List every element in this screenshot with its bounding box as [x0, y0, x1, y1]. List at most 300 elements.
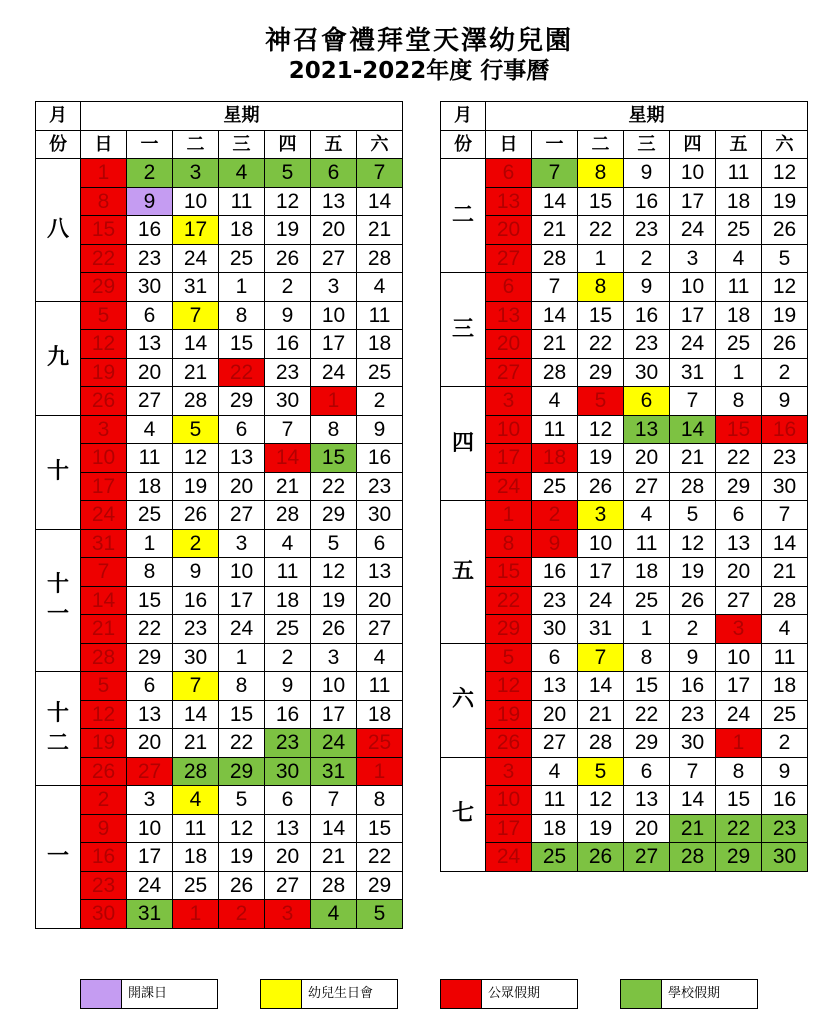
weekday-header: 五: [311, 130, 357, 159]
day-cell: 5: [762, 244, 808, 273]
month-char: 六: [451, 687, 474, 712]
day-cell: 17: [486, 814, 532, 843]
day-cell: 9: [81, 814, 127, 843]
day-cell: 27: [486, 358, 532, 387]
day-cell: 22: [219, 358, 265, 387]
calendar-left: [35, 101, 403, 929]
day-cell: 23: [532, 586, 578, 615]
weekday-header: 六: [762, 130, 808, 159]
day-cell: 15: [486, 558, 532, 587]
day-cell: 16: [624, 301, 670, 330]
day-cell: 26: [578, 472, 624, 501]
day-cell: 5: [81, 301, 127, 330]
day-cell: 22: [127, 615, 173, 644]
day-cell: 30: [762, 472, 808, 501]
day-cell: 11: [265, 558, 311, 587]
day-cell: 14: [311, 814, 357, 843]
day-cell: 16: [532, 558, 578, 587]
day-cell: 16: [127, 216, 173, 245]
day-cell: 15: [716, 786, 762, 815]
day-cell: 8: [357, 786, 403, 815]
day-cell: 3: [311, 273, 357, 302]
day-cell: 28: [762, 586, 808, 615]
day-cell: 21: [762, 558, 808, 587]
day-cell: 17: [219, 586, 265, 615]
day-cell: 24: [311, 729, 357, 758]
day-cell: 4: [127, 415, 173, 444]
day-cell: 2: [265, 643, 311, 672]
day-cell: 11: [219, 187, 265, 216]
day-cell: 16: [357, 444, 403, 473]
day-cell: 9: [173, 558, 219, 587]
day-cell: 24: [81, 501, 127, 530]
day-cell: 1: [219, 643, 265, 672]
day-cell: 5: [219, 786, 265, 815]
legend-label: 開課日: [128, 986, 168, 1001]
day-cell: 16: [265, 700, 311, 729]
day-cell: 14: [532, 187, 578, 216]
month-char: 十: [46, 572, 69, 598]
day-cell: 15: [311, 444, 357, 473]
day-cell: 25: [265, 615, 311, 644]
day-cell: 17: [716, 672, 762, 701]
day-cell: 11: [357, 301, 403, 330]
day-cell: 25: [357, 358, 403, 387]
day-cell: 29: [81, 273, 127, 302]
day-cell: 20: [127, 729, 173, 758]
day-cell: 14: [357, 187, 403, 216]
month-label: [441, 501, 486, 644]
day-cell: 26: [219, 871, 265, 900]
day-cell: 28: [532, 244, 578, 273]
day-cell: 16: [762, 415, 808, 444]
day-cell: 15: [219, 700, 265, 729]
legend-swatch: [621, 980, 662, 1008]
day-cell: 12: [762, 273, 808, 302]
legend-item: [620, 979, 758, 1009]
month-char: 二: [46, 730, 69, 756]
day-cell: 26: [81, 387, 127, 416]
day-cell: 8: [578, 273, 624, 302]
day-cell: 15: [357, 814, 403, 843]
day-cell: 5: [578, 387, 624, 416]
legend-item: [440, 979, 578, 1009]
day-cell: 23: [265, 358, 311, 387]
day-cell: 2: [127, 159, 173, 188]
day-cell: 26: [173, 501, 219, 530]
weekday-header: 日: [486, 130, 532, 159]
day-cell: 7: [670, 387, 716, 416]
day-cell: 15: [578, 187, 624, 216]
day-cell: 28: [670, 843, 716, 872]
day-cell: 20: [357, 586, 403, 615]
day-cell: 26: [265, 244, 311, 273]
page-title: 神召會禮拜堂天澤幼兒園: [264, 26, 573, 56]
day-cell: 30: [127, 273, 173, 302]
month-char: 九: [46, 345, 69, 370]
day-cell: 13: [219, 444, 265, 473]
day-cell: 13: [624, 786, 670, 815]
day-cell: 10: [670, 273, 716, 302]
day-cell: 1: [81, 159, 127, 188]
day-cell: 19: [81, 358, 127, 387]
day-cell: 22: [81, 244, 127, 273]
day-cell: 2: [173, 529, 219, 558]
month-char: 十: [46, 459, 69, 484]
day-cell: 24: [670, 216, 716, 245]
day-cell: 15: [624, 672, 670, 701]
legend-label: 公眾假期: [488, 986, 541, 1001]
legend-swatch: [441, 980, 482, 1008]
day-cell: 2: [532, 501, 578, 530]
month-label: [36, 301, 81, 415]
day-cell: 2: [762, 358, 808, 387]
day-cell: 31: [81, 529, 127, 558]
day-cell: 8: [219, 301, 265, 330]
day-cell: 19: [173, 472, 219, 501]
day-cell: 9: [265, 301, 311, 330]
day-cell: 4: [357, 643, 403, 672]
day-cell: 8: [624, 643, 670, 672]
day-cell: 21: [311, 843, 357, 872]
month-char: 三: [451, 316, 474, 342]
day-cell: 9: [670, 643, 716, 672]
day-cell: 4: [311, 900, 357, 929]
day-cell: 18: [357, 700, 403, 729]
day-cell: 5: [578, 757, 624, 786]
legend-item: [260, 979, 398, 1009]
day-cell: 10: [311, 672, 357, 701]
day-cell: 7: [357, 159, 403, 188]
day-cell: 9: [127, 187, 173, 216]
day-cell: 7: [670, 757, 716, 786]
day-cell: 20: [716, 558, 762, 587]
day-cell: 4: [173, 786, 219, 815]
month-header-bottom: 份: [441, 130, 486, 159]
day-cell: 25: [716, 330, 762, 359]
day-cell: 19: [81, 729, 127, 758]
day-cell: 18: [127, 472, 173, 501]
legend-label: 幼兒生日會: [308, 986, 374, 1001]
day-cell: 18: [532, 814, 578, 843]
day-cell: 17: [670, 187, 716, 216]
day-cell: 23: [670, 700, 716, 729]
day-cell: 6: [219, 415, 265, 444]
day-cell: 28: [357, 244, 403, 273]
day-cell: 3: [219, 529, 265, 558]
day-cell: 10: [486, 786, 532, 815]
day-cell: 4: [357, 273, 403, 302]
day-cell: 27: [311, 244, 357, 273]
day-cell: 24: [486, 843, 532, 872]
day-cell: 30: [762, 843, 808, 872]
day-cell: 24: [486, 472, 532, 501]
day-cell: 20: [219, 472, 265, 501]
day-cell: 3: [716, 615, 762, 644]
day-cell: 19: [670, 558, 716, 587]
day-cell: 19: [578, 814, 624, 843]
month-label: [36, 786, 81, 929]
day-cell: 16: [173, 586, 219, 615]
day-cell: 5: [81, 672, 127, 701]
month-header-bottom: 份: [36, 130, 81, 159]
day-cell: 22: [219, 729, 265, 758]
day-cell: 14: [532, 301, 578, 330]
day-cell: 17: [173, 216, 219, 245]
day-cell: 27: [716, 586, 762, 615]
day-cell: 21: [578, 700, 624, 729]
day-cell: 29: [486, 615, 532, 644]
day-cell: 26: [762, 330, 808, 359]
day-cell: 24: [219, 615, 265, 644]
month-label: [36, 529, 81, 672]
day-cell: 12: [486, 672, 532, 701]
day-cell: 8: [716, 387, 762, 416]
day-cell: 24: [670, 330, 716, 359]
day-cell: 13: [127, 700, 173, 729]
day-cell: 27: [127, 757, 173, 786]
day-cell: 30: [81, 900, 127, 929]
day-cell: 13: [357, 558, 403, 587]
day-cell: 27: [624, 843, 670, 872]
day-cell: 12: [578, 415, 624, 444]
day-cell: 1: [357, 757, 403, 786]
day-cell: 23: [624, 330, 670, 359]
day-cell: 4: [716, 244, 762, 273]
day-cell: 16: [762, 786, 808, 815]
month-label: [441, 643, 486, 757]
weekday-header: 四: [265, 130, 311, 159]
day-cell: 28: [311, 871, 357, 900]
day-cell: 14: [265, 444, 311, 473]
day-cell: 6: [486, 273, 532, 302]
day-cell: 24: [173, 244, 219, 273]
day-cell: 3: [486, 387, 532, 416]
legend-item: [80, 979, 218, 1009]
day-cell: 12: [670, 529, 716, 558]
month-label: [36, 415, 81, 529]
day-cell: 4: [219, 159, 265, 188]
day-cell: 30: [265, 757, 311, 786]
day-cell: 13: [486, 187, 532, 216]
day-cell: 6: [716, 501, 762, 530]
day-cell: 10: [578, 529, 624, 558]
day-cell: 1: [127, 529, 173, 558]
day-cell: 2: [357, 387, 403, 416]
legend-swatch: [261, 980, 302, 1008]
day-cell: 13: [532, 672, 578, 701]
day-cell: 18: [265, 586, 311, 615]
day-cell: 12: [173, 444, 219, 473]
day-cell: 21: [173, 729, 219, 758]
day-cell: 22: [578, 330, 624, 359]
day-cell: 2: [670, 615, 716, 644]
day-cell: 20: [311, 216, 357, 245]
day-cell: 4: [265, 529, 311, 558]
day-cell: 10: [486, 415, 532, 444]
day-cell: 10: [127, 814, 173, 843]
day-cell: 27: [219, 501, 265, 530]
weekday-header: 五: [716, 130, 762, 159]
day-cell: 3: [311, 643, 357, 672]
day-cell: 31: [311, 757, 357, 786]
day-cell: 1: [486, 501, 532, 530]
month-header-top: 月: [441, 102, 486, 131]
calendar-right: [440, 101, 808, 872]
day-cell: 12: [219, 814, 265, 843]
day-cell: 10: [81, 444, 127, 473]
weekday-header: 三: [219, 130, 265, 159]
month-char: 五: [451, 558, 474, 584]
day-cell: 11: [357, 672, 403, 701]
day-cell: 23: [81, 871, 127, 900]
day-cell: 8: [578, 159, 624, 188]
day-cell: 12: [578, 786, 624, 815]
day-cell: 6: [486, 159, 532, 188]
day-cell: 18: [357, 330, 403, 359]
month-label: [441, 757, 486, 871]
day-cell: 19: [762, 187, 808, 216]
day-cell: 12: [81, 330, 127, 359]
day-cell: 1: [624, 615, 670, 644]
day-cell: 15: [578, 301, 624, 330]
day-cell: 7: [578, 643, 624, 672]
day-cell: 31: [127, 900, 173, 929]
weekday-header: 一: [532, 130, 578, 159]
day-cell: 24: [311, 358, 357, 387]
day-cell: 15: [127, 586, 173, 615]
day-cell: 6: [624, 757, 670, 786]
day-cell: 21: [173, 358, 219, 387]
day-cell: 27: [357, 615, 403, 644]
day-cell: 10: [716, 643, 762, 672]
day-cell: 15: [219, 330, 265, 359]
day-cell: 14: [578, 672, 624, 701]
month-header-top: 月: [36, 102, 81, 131]
day-cell: 6: [127, 672, 173, 701]
day-cell: 31: [173, 273, 219, 302]
day-cell: 5: [311, 529, 357, 558]
weekday-header: 二: [173, 130, 219, 159]
day-cell: 8: [486, 529, 532, 558]
day-cell: 25: [532, 843, 578, 872]
day-cell: 18: [532, 444, 578, 473]
day-cell: 1: [311, 387, 357, 416]
day-cell: 8: [716, 757, 762, 786]
day-cell: 23: [357, 472, 403, 501]
day-cell: 9: [762, 387, 808, 416]
day-cell: 25: [762, 700, 808, 729]
month-char: 四: [451, 430, 474, 456]
day-cell: 26: [486, 729, 532, 758]
day-cell: 28: [670, 472, 716, 501]
day-cell: 19: [486, 700, 532, 729]
day-cell: 1: [578, 244, 624, 273]
month-label: [441, 387, 486, 501]
day-cell: 13: [716, 529, 762, 558]
day-cell: 7: [81, 558, 127, 587]
day-cell: 27: [486, 244, 532, 273]
day-cell: 15: [716, 415, 762, 444]
week-header: 星期: [81, 102, 403, 131]
day-cell: 20: [127, 358, 173, 387]
day-cell: 9: [532, 529, 578, 558]
day-cell: 20: [624, 444, 670, 473]
day-cell: 26: [670, 586, 716, 615]
day-cell: 16: [81, 843, 127, 872]
month-label: [36, 159, 81, 302]
day-cell: 29: [578, 358, 624, 387]
day-cell: 29: [357, 871, 403, 900]
day-cell: 29: [311, 501, 357, 530]
day-cell: 3: [265, 900, 311, 929]
day-cell: 10: [311, 301, 357, 330]
day-cell: 6: [624, 387, 670, 416]
day-cell: 25: [173, 871, 219, 900]
day-cell: 7: [532, 159, 578, 188]
day-cell: 22: [578, 216, 624, 245]
day-cell: 5: [265, 159, 311, 188]
day-cell: 22: [624, 700, 670, 729]
day-cell: 14: [81, 586, 127, 615]
day-cell: 9: [762, 757, 808, 786]
legend-swatch: [81, 980, 122, 1008]
day-cell: 22: [716, 814, 762, 843]
day-cell: 6: [265, 786, 311, 815]
day-cell: 11: [532, 415, 578, 444]
day-cell: 26: [81, 757, 127, 786]
day-cell: 30: [532, 615, 578, 644]
month-char: 十: [46, 700, 69, 726]
day-cell: 14: [762, 529, 808, 558]
day-cell: 3: [81, 415, 127, 444]
day-cell: 1: [716, 729, 762, 758]
day-cell: 6: [311, 159, 357, 188]
month-label: [441, 159, 486, 273]
day-cell: 21: [670, 444, 716, 473]
day-cell: 14: [670, 786, 716, 815]
day-cell: 22: [486, 586, 532, 615]
day-cell: 19: [762, 301, 808, 330]
day-cell: 25: [127, 501, 173, 530]
day-cell: 12: [762, 159, 808, 188]
day-cell: 13: [624, 415, 670, 444]
day-cell: 28: [265, 501, 311, 530]
day-cell: 16: [670, 672, 716, 701]
day-cell: 17: [81, 472, 127, 501]
month-label: [441, 273, 486, 387]
day-cell: 27: [624, 472, 670, 501]
day-cell: 28: [532, 358, 578, 387]
day-cell: 7: [173, 301, 219, 330]
day-cell: 29: [219, 757, 265, 786]
day-cell: 8: [311, 415, 357, 444]
day-cell: 25: [716, 216, 762, 245]
day-cell: 23: [624, 216, 670, 245]
day-cell: 12: [81, 700, 127, 729]
day-cell: 4: [762, 615, 808, 644]
day-cell: 4: [532, 757, 578, 786]
day-cell: 23: [762, 444, 808, 473]
day-cell: 22: [716, 444, 762, 473]
day-cell: 8: [127, 558, 173, 587]
day-cell: 30: [357, 501, 403, 530]
day-cell: 10: [219, 558, 265, 587]
day-cell: 20: [486, 216, 532, 245]
day-cell: 2: [265, 273, 311, 302]
day-cell: 24: [716, 700, 762, 729]
day-cell: 3: [486, 757, 532, 786]
